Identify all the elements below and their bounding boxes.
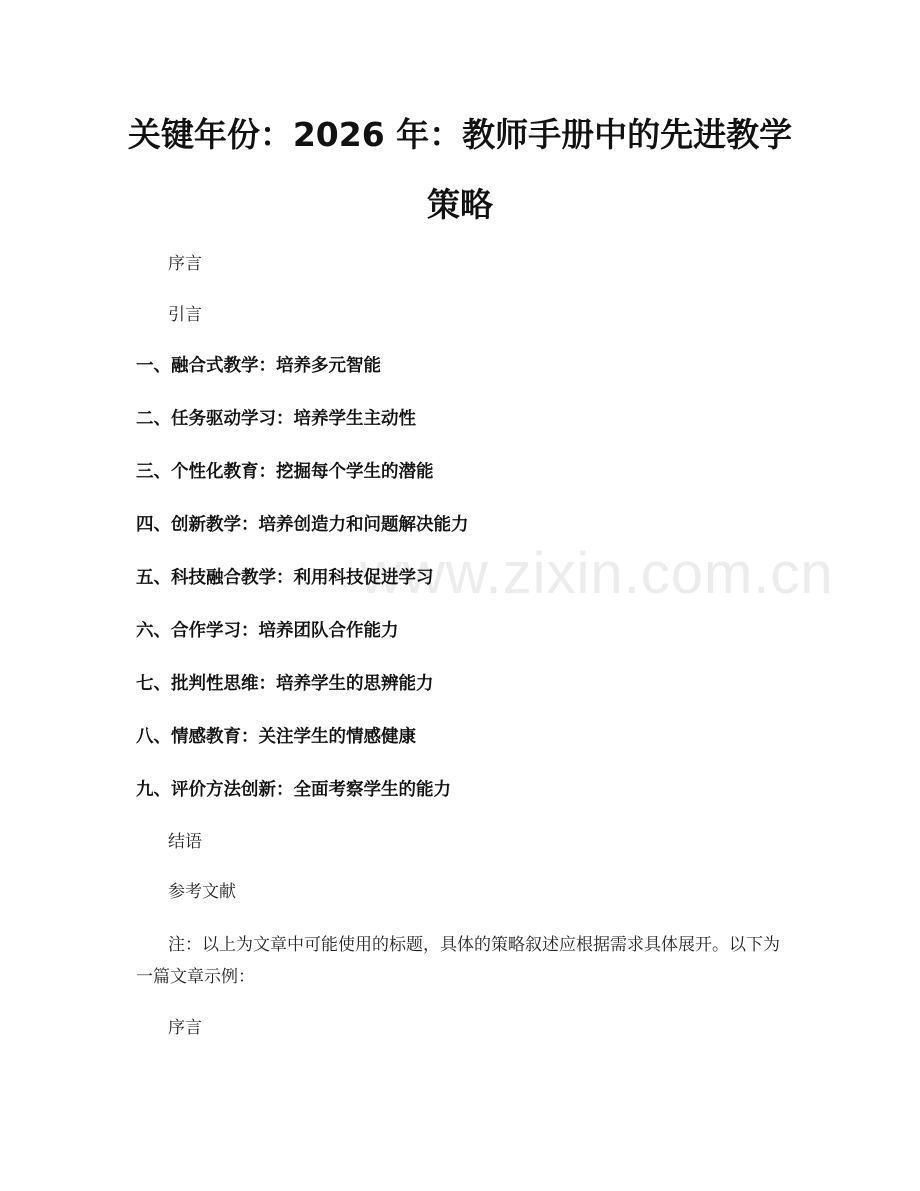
toc-section-1: 一、融合式教学：培养多元智能 bbox=[136, 356, 381, 376]
toc-section-6: 六、合作学习：培养团队合作能力 bbox=[136, 621, 399, 641]
body-preface-heading: 序言 bbox=[168, 1018, 202, 1038]
toc-section-4: 四、创新教学：培养创造力和问题解决能力 bbox=[136, 515, 469, 535]
document-title: 关键年份：2026 年：教师手册中的先进教学策略 bbox=[127, 115, 793, 224]
toc-references: 参考文献 bbox=[168, 882, 236, 902]
toc-introduction: 引言 bbox=[168, 305, 202, 325]
toc-preface: 序言 bbox=[168, 254, 202, 274]
note-paragraph: 注：以上为文章中可能使用的标题，具体的策略叙述应根据需求具体展开。以下为一篇文章示例： bbox=[136, 935, 780, 987]
toc-section-5: 五、科技融合教学：利用科技促进学习 bbox=[136, 568, 434, 588]
watermark: www.zixin.com.cn bbox=[360, 541, 834, 606]
toc-section-2: 二、任务驱动学习：培养学生主动性 bbox=[136, 409, 416, 429]
toc-section-8: 八、情感教育：关注学生的情感健康 bbox=[136, 727, 416, 747]
toc-section-7: 七、批判性思维：培养学生的思辨能力 bbox=[136, 674, 434, 694]
toc-section-9: 九、评价方法创新：全面考察学生的能力 bbox=[136, 780, 451, 800]
toc-section-3: 三、个性化教育：挖掘每个学生的潜能 bbox=[136, 462, 434, 482]
toc-conclusion: 结语 bbox=[168, 832, 202, 852]
